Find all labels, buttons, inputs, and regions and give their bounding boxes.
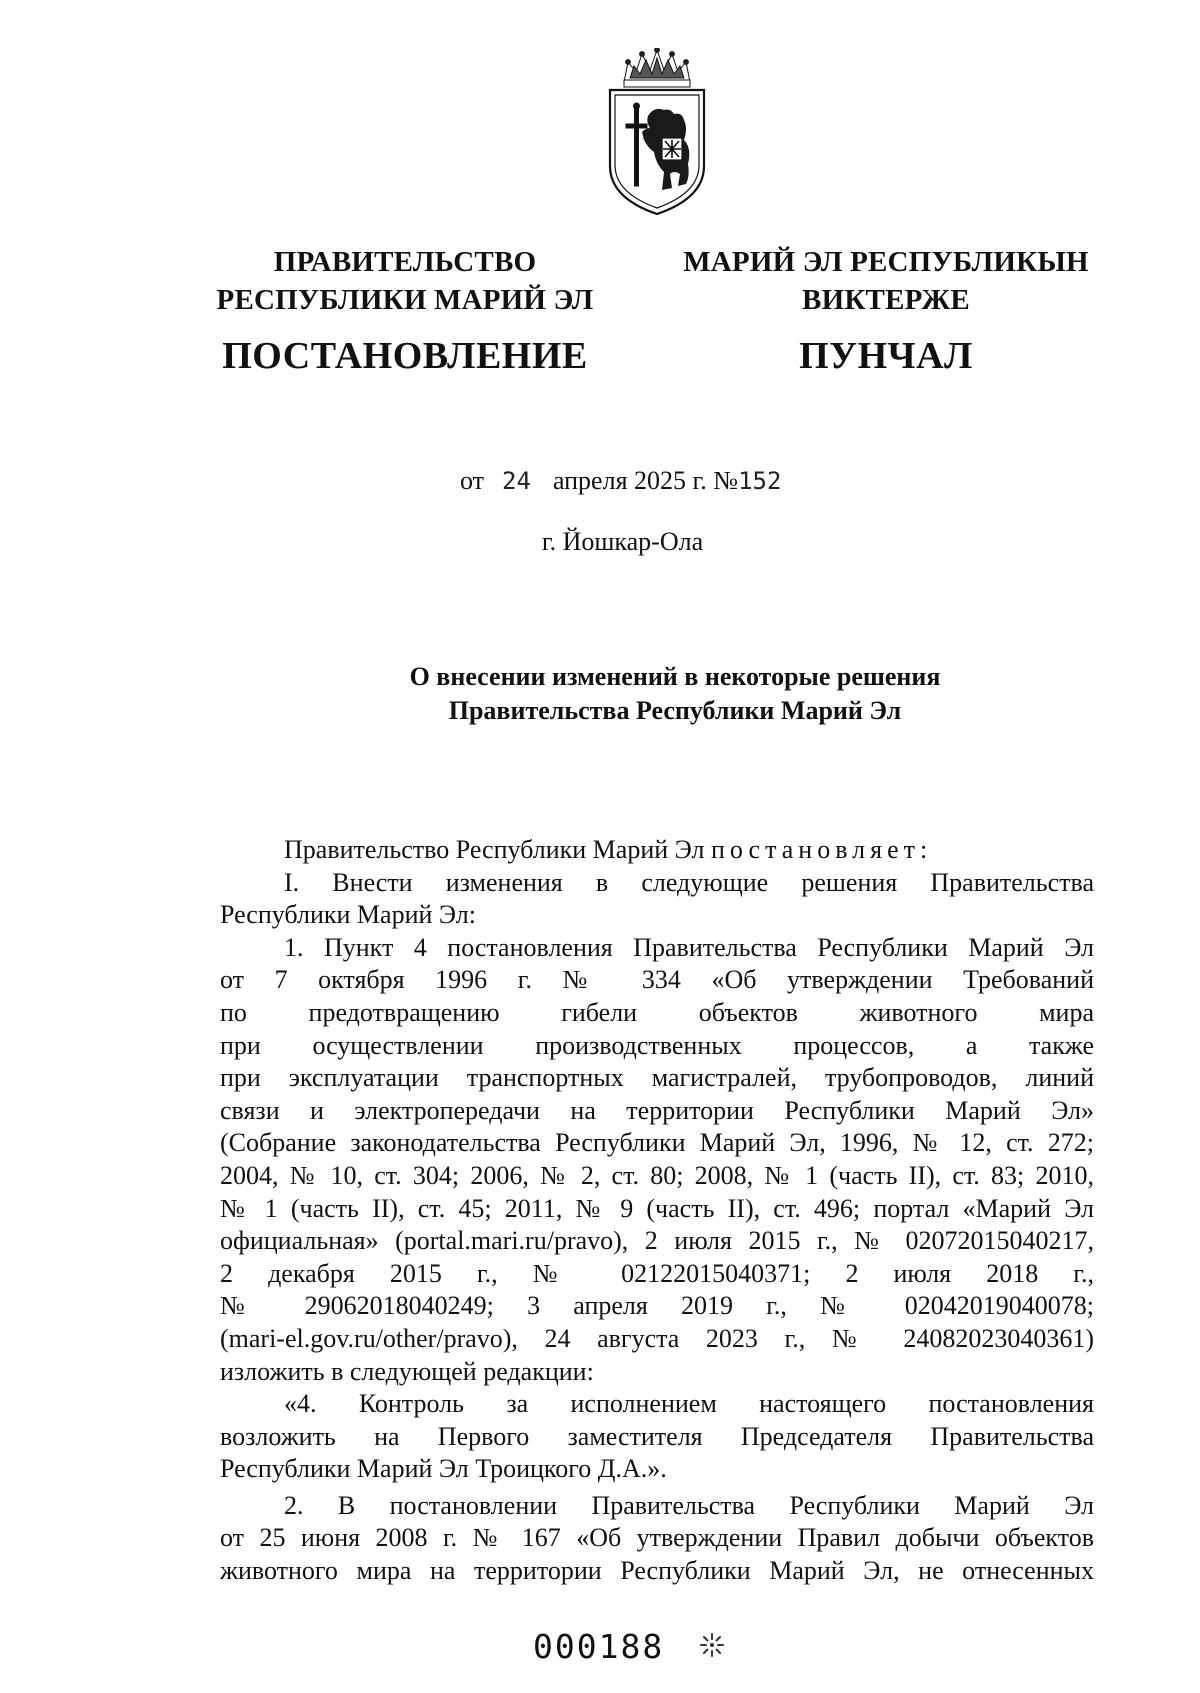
paragraph-1-line: при осуществлении производственных процессов, а также (220, 1030, 1094, 1060)
quoted-clause-line: Республики Марий Эл Троицкого Д.А.». (220, 1454, 667, 1484)
date-prefix: от (460, 466, 485, 495)
header-right (676, 243, 1096, 379)
title-line1: О внесении изменений в некоторые решения (409, 662, 941, 691)
paragraph-1-line: от 7 октября 1996 г. № 334 «Об утверждении Требований (220, 965, 1094, 995)
section-1-line: Республики Марий Эл: (220, 900, 476, 930)
title-line2: Правительства Республики Марий Эл (448, 696, 902, 725)
decree-type-ru: ПОСТАНОВЛЕНИЕ (222, 335, 588, 377)
decree-date-line (460, 466, 781, 496)
decree-month-year: апреля 2025 г. № (552, 466, 739, 495)
paragraph-2 (220, 1490, 1094, 1588)
paragraph-1 (220, 932, 1094, 1388)
intro-paragraph (220, 834, 1094, 867)
paragraph-2-line: животного мира на территории Республики Марий Эл, не отнесенных (220, 1556, 1094, 1586)
authority-name-mari-line2: ВИКТЕРЖЕ (802, 284, 970, 316)
paragraph-1-line: 2004, № 10, ст. 304; 2006, № 2, ст. 80; 2008, № 1 (часть II), ст. 83; 2010, (220, 1160, 1094, 1190)
paragraph-1-line: при эксплуатации транспортных магистралей, трубопроводов, линий (220, 1063, 1094, 1093)
quoted-clause-line: возложить на Первого заместителя Председателя Правительства (220, 1421, 1094, 1451)
document-body (220, 834, 1094, 1588)
decree-number: 152 (738, 467, 782, 495)
section-1 (220, 867, 1094, 932)
authority-name-ru-line1: ПРАВИТЕЛЬСТВО (273, 246, 537, 278)
document-title (200, 660, 1000, 728)
paragraph-1-line: по предотвращению гибели объектов животного мира (220, 997, 1094, 1027)
section-1-line: I. Внести изменения в следующие решения Правительства (284, 867, 1094, 897)
footer (533, 1627, 664, 1666)
authority-name-ru-line2: РЕСПУБЛИКИ МАРИЙ ЭЛ (216, 284, 594, 316)
intro-verb: постановляет: (710, 835, 933, 864)
decree-type-mari: ПУНЧАЛ (799, 335, 973, 377)
asterisk-mark-icon (698, 1631, 726, 1659)
paragraph-1-line: 1. Пункт 4 постановления Правительства Республики Марий Эл (284, 932, 1094, 962)
authority-name-mari-line1: МАРИЙ ЭЛ РЕСПУБЛИКЫН (683, 246, 1089, 278)
paragraph-2-line: от 25 июня 2008 г. № 167 «Об утверждении Правил добычи объектов (220, 1523, 1094, 1553)
city-name: г. Йошкар-Ола (541, 527, 704, 556)
intro-text: Правительство Республики Марий Эл (284, 835, 705, 864)
serial-number: 000188 (533, 1627, 665, 1666)
coat-of-arms-icon (604, 48, 710, 218)
quoted-clause-line: «4. Контроль за исполнением настоящего постановления (284, 1389, 1094, 1419)
paragraph-1-line: № 29062018040249; 3 апреля 2019 г., № 02042019040078; (220, 1291, 1094, 1321)
paragraph-1-line: № 1 (часть II), ст. 45; 2011, № 9 (часть II), ст. 496; портал «Марий Эл (220, 1193, 1094, 1223)
city-line (0, 527, 1200, 557)
paragraph-1-line: официальная» (portal.mari.ru/pravo), 2 июля 2015 г., № 02072015040217, (220, 1226, 1094, 1256)
decree-day: 24 (502, 467, 531, 495)
paragraph-1-line: (mari-el.gov.ru/other/pravo), 24 августа 2023 г., № 24082023040361) (220, 1323, 1094, 1353)
quoted-clause (220, 1388, 1094, 1486)
paragraph-1-line: изложить в следующей редакции: (220, 1356, 594, 1386)
paragraph-1-line: связи и электропередачи на территории Республики Марий Эл» (220, 1095, 1094, 1125)
paragraph-2-line: 2. В постановлении Правительства Республики Марий Эл (284, 1490, 1094, 1520)
paragraph-1-line: (Собрание законодательства Республики Марий Эл, 1996, № 12, ст. 272; (220, 1128, 1094, 1158)
header-left (210, 243, 600, 379)
paragraph-1-line: 2 декабря 2015 г., № 02122015040371; 2 июля 2018 г., (220, 1258, 1094, 1288)
